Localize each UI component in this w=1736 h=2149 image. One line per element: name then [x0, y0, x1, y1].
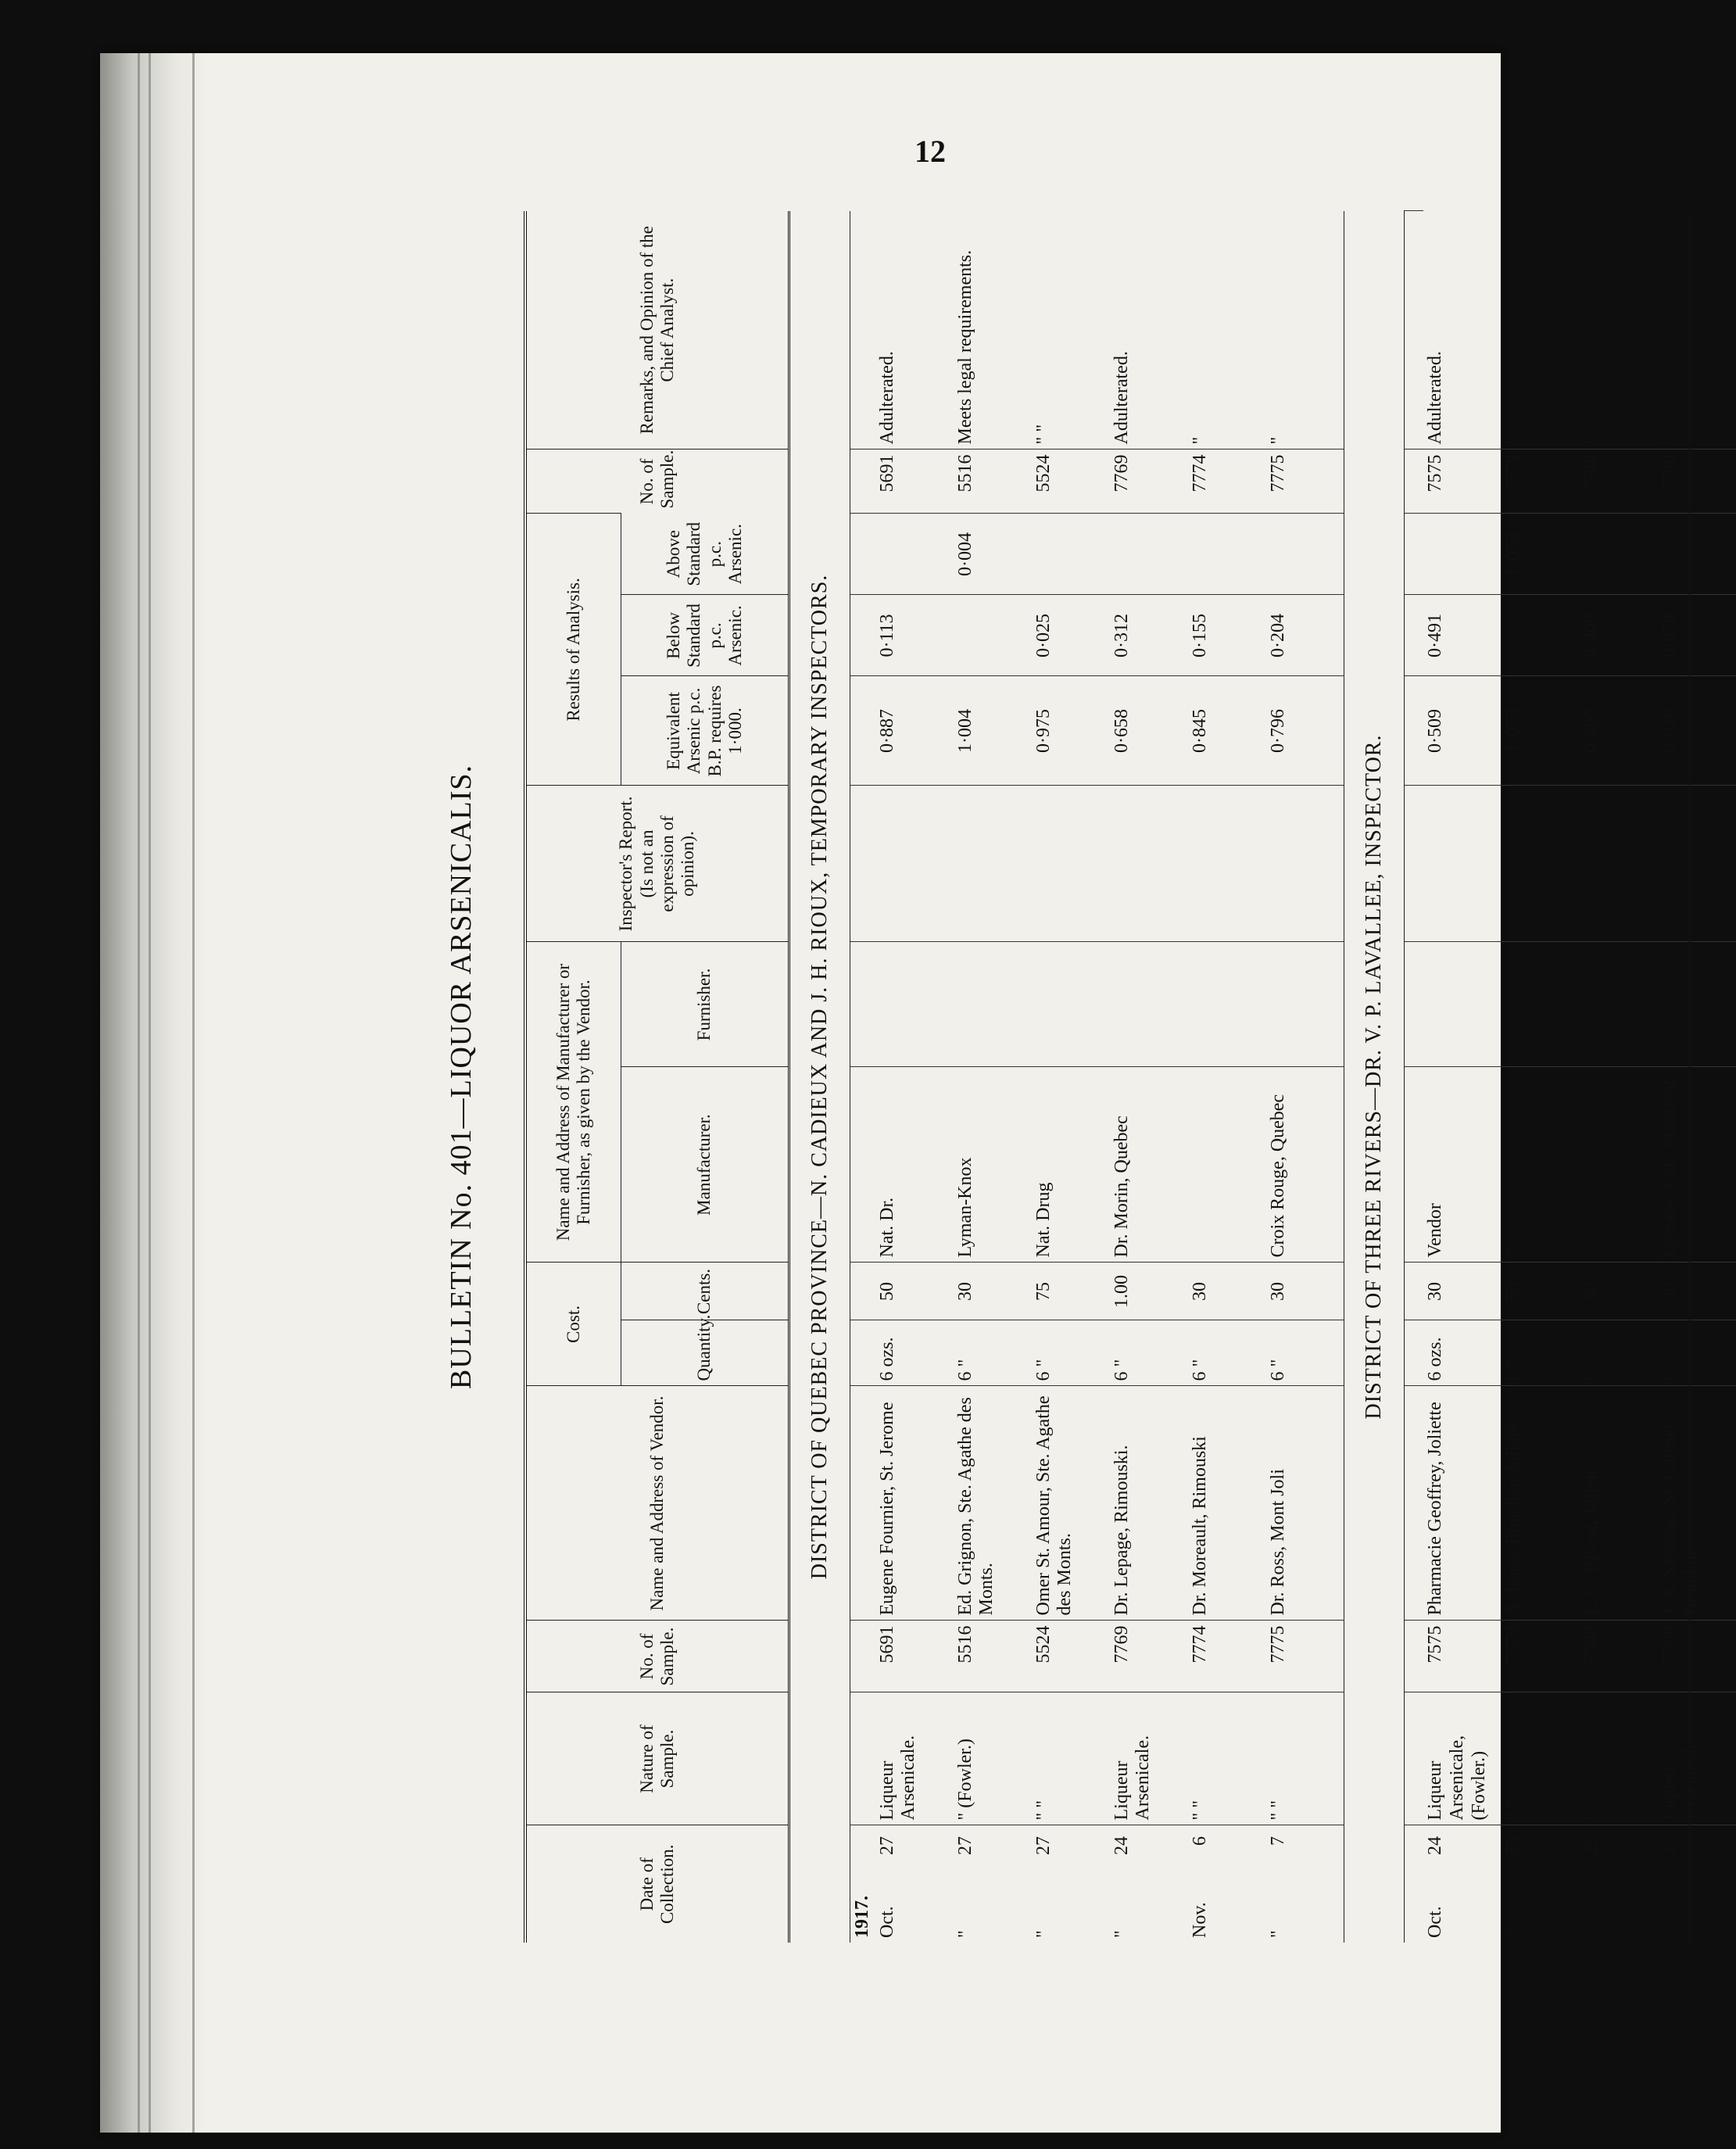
- cell-inspector: [875, 786, 954, 942]
- cell-no: 7590: [1658, 1621, 1736, 1692]
- cell-equiv: 0·509: [1423, 676, 1502, 786]
- cell-day: 27: [1033, 1836, 1054, 1855]
- cell-furnisher: [1032, 942, 1110, 1067]
- cell-above: [875, 514, 954, 595]
- cell-nature: Liqueur Arsenicale.: [1658, 1692, 1736, 1825]
- cell-month: ": [1503, 1930, 1524, 1938]
- cell-day: 25: [1503, 1836, 1524, 1855]
- cell-cents: 30: [954, 1263, 1032, 1320]
- cell-remarks: ": [1267, 436, 1288, 445]
- cell-no: 5524: [1032, 1621, 1110, 1692]
- spacer-row: [1405, 211, 1424, 1943]
- cell-day: 24: [1425, 1836, 1446, 1855]
- cell-qty: 6 ": [1580, 1320, 1658, 1386]
- cell-above: [1423, 514, 1502, 595]
- cell-below: 0·491: [1423, 595, 1502, 676]
- analysis-table: [524, 210, 1736, 1943]
- empty-cell: [1405, 514, 1424, 595]
- cell-nature: " (Fowler.): [954, 1692, 1032, 1825]
- cell-month: Nov.: [1189, 1902, 1210, 1938]
- empty-cell: [1405, 1386, 1424, 1621]
- cell-day: 27: [1659, 1836, 1681, 1855]
- cell-vendor: Omer St. Amour, Ste. Agathe des Monts.: [1032, 1386, 1110, 1621]
- cell-cents: 30: [1188, 1263, 1266, 1320]
- cell-manufacturer: Dr. Morin, Quebec: [1110, 1067, 1188, 1263]
- cell-qty: 6 ozs.: [875, 1320, 954, 1386]
- cell-furnisher: [1423, 942, 1502, 1067]
- bottom-rule: [1688, 211, 1691, 1943]
- cell-remarks: ": [1581, 436, 1602, 445]
- cell-above: 0·004: [954, 514, 1032, 595]
- empty-cell: [850, 676, 875, 786]
- cell-above: [1110, 514, 1188, 595]
- cell-no2: 5524: [1032, 449, 1110, 514]
- cell-month: Oct.: [876, 1906, 897, 1938]
- cell-vendor: Dr. Ross, Mont Joli: [1266, 1386, 1344, 1621]
- cell-below: 0·113: [875, 595, 954, 676]
- cell-manufacturer: Vendor: [1423, 1067, 1502, 1263]
- cell-no2: 5516: [954, 449, 1032, 514]
- table-row: [875, 211, 954, 1943]
- cell-vendor: Eugene Fournier, St. Jerome: [875, 1386, 954, 1621]
- book-spine-shadow: [100, 53, 209, 2133]
- district-heading: DISTRICT OF THREE RIVERS—DR. V. P. LAVALLEE, INSPECTOR.: [1344, 211, 1405, 1943]
- header-below: Below Standard p.c. Arsenic.: [621, 595, 789, 676]
- header-vendor: Name and Address of Vendor.: [525, 1386, 789, 1621]
- cell-no: 7769: [1110, 1621, 1188, 1692]
- cell-inspector: [954, 786, 1032, 942]
- empty-cell: [1405, 1263, 1424, 1320]
- cell-equiv: 0·796: [1266, 676, 1344, 786]
- cell-remarks: Adulterated.: [1425, 351, 1446, 445]
- cell-qty: 6 ": [954, 1320, 1032, 1386]
- cell-nature: " ": [1266, 1692, 1344, 1825]
- header-cents: Cents.: [621, 1263, 789, 1320]
- cell-remarks: Adulterated.: [1111, 351, 1132, 445]
- cell-manufacturer: ": [1502, 1067, 1580, 1263]
- cell-remarks: ": [1189, 436, 1210, 445]
- table-row: [1266, 211, 1344, 1943]
- cell-above: 1·053: [1502, 514, 1580, 595]
- cell-no2: 5691: [875, 449, 954, 514]
- table-row: [1502, 211, 1580, 1943]
- empty-cell: [850, 1386, 875, 1621]
- table-row: [1188, 211, 1266, 1943]
- cell-below: 0·155: [1188, 595, 1266, 676]
- empty-cell: [1405, 942, 1424, 1067]
- cell-month: ": [1581, 1930, 1602, 1938]
- empty-cell: [1405, 595, 1424, 676]
- empty-cell: [850, 942, 875, 1067]
- cell-vendor: Pharmacie Geoffrey, Joliette: [1423, 1386, 1502, 1621]
- cell-manufacturer: Nat. Dr.: [875, 1067, 954, 1263]
- empty-cell: [850, 211, 875, 449]
- cell-below: 0·025: [1032, 595, 1110, 676]
- empty-cell: [850, 449, 875, 514]
- empty-cell: [1405, 211, 1424, 449]
- cell-remarks: Meets legal requirements.: [954, 249, 975, 445]
- district-heading-row: [1344, 211, 1405, 1943]
- table-row: [1032, 211, 1110, 1943]
- cell-remarks: ": [1659, 436, 1681, 445]
- header-sample-no: No. of Sample.: [525, 1621, 789, 1692]
- cell-vendor: Ed. Grignon, Ste. Agathe des Monts.: [954, 1386, 1032, 1621]
- table-row: [1658, 211, 1736, 1943]
- empty-cell: [850, 1067, 875, 1263]
- cell-no2: 7580: [1580, 449, 1658, 514]
- cell-vendor: Dr. Lepage, Rimouski.: [1110, 1386, 1188, 1621]
- empty-cell: [850, 1320, 875, 1386]
- cell-day: 6: [1189, 1836, 1210, 1846]
- cell-no2: 7769: [1110, 449, 1188, 514]
- district-heading-row: [789, 211, 850, 1943]
- cell-qty: 6 ": [1502, 1320, 1580, 1386]
- cell-no2: 7590: [1658, 449, 1736, 514]
- cell-cents: 75: [1032, 1263, 1110, 1320]
- cell-manufacturer: [1188, 1067, 1266, 1263]
- cell-manufacturer: Nat. Drug: [1032, 1067, 1110, 1263]
- cell-furnisher: [1110, 942, 1188, 1067]
- cell-date: [1188, 1825, 1266, 1943]
- cell-equiv: 0·887: [875, 676, 954, 786]
- cell-month: ": [954, 1930, 975, 1938]
- cell-furnisher: [1266, 942, 1344, 1067]
- cell-no: 7575: [1423, 1621, 1502, 1692]
- header-date-label: Date of Collection.: [636, 1844, 677, 1925]
- cell-cents: 30: [1658, 1263, 1736, 1320]
- cell-vendor: A. Louis Boucher, Joliette: [1502, 1386, 1580, 1621]
- cell-manufacturer: ": [1580, 1067, 1658, 1263]
- cell-month: ": [1267, 1930, 1288, 1938]
- cell-nature: Liqueur Arsenicale, (Fowler.): [1423, 1692, 1502, 1825]
- cell-day: 24: [1111, 1836, 1132, 1855]
- year-row: [850, 211, 875, 1943]
- cell-above: [1266, 514, 1344, 595]
- cell-vendor: L. C. Rivest, Joliette: [1580, 1386, 1658, 1621]
- cell-no2: 7774: [1188, 449, 1266, 514]
- district-heading: DISTRICT OF QUEBEC PROVINCE—N. CADIEUX AND J. H. RIOUX, TEMPORARY INSPECTORS.: [789, 211, 850, 1943]
- cell-no: 7579: [1502, 1621, 1580, 1692]
- cell-month: Oct.: [1425, 1906, 1446, 1938]
- cell-no2: 7575: [1423, 449, 1502, 514]
- empty-cell: [1405, 786, 1424, 942]
- cell-furnisher: [1658, 942, 1736, 1067]
- cell-furnisher: [954, 942, 1032, 1067]
- cell-inspector: [1502, 786, 1580, 942]
- cell-furnisher: [1580, 942, 1658, 1067]
- cell-month: ": [1111, 1930, 1132, 1938]
- cell-date: [1110, 1825, 1188, 1943]
- header-nature: Nature of Sample.: [525, 1692, 789, 1825]
- cell-inspector: [1032, 786, 1110, 942]
- header-quantity: Quantity.: [621, 1320, 789, 1386]
- cell-qty: 6 ": [1188, 1320, 1266, 1386]
- empty-cell: [1405, 1320, 1424, 1386]
- cell-manufacturer: Lyman-Knox: [954, 1067, 1032, 1263]
- cell-cents: 1.00: [1110, 1263, 1188, 1320]
- cell-qty: 6 ": [1658, 1320, 1736, 1386]
- empty-cell: [1405, 1067, 1424, 1263]
- cell-manufacturer: Lymans, Ltd., Montreal.: [1658, 1067, 1736, 1263]
- cell-below: [954, 595, 1032, 676]
- table-body: [789, 211, 1736, 1943]
- year-label: 1917.: [850, 1825, 875, 1943]
- cell-furnisher: [875, 942, 954, 1067]
- cell-inspector: [1580, 786, 1658, 942]
- cell-equiv: 0·600: [1580, 676, 1658, 786]
- cell-month: ": [1659, 1930, 1681, 1938]
- cell-nature: " " ": [1580, 1692, 1658, 1825]
- empty-cell: [1405, 1825, 1424, 1943]
- cell-below: 0·074: [1658, 595, 1736, 676]
- cell-inspector: [1266, 786, 1344, 942]
- cell-date: [1423, 1825, 1502, 1943]
- empty-cell: [1405, 676, 1424, 786]
- table-row: [1110, 211, 1188, 1943]
- cell-below: [1502, 595, 1580, 676]
- cell-furnisher: [1188, 942, 1266, 1067]
- empty-cell: [850, 1621, 875, 1692]
- cell-below: 0·400: [1580, 595, 1658, 676]
- table-row: [1423, 211, 1502, 1943]
- header-manufacturer: Manufacturer.: [621, 1067, 789, 1263]
- cell-cents: 50: [875, 1263, 954, 1320]
- cell-no: 5691: [875, 1621, 954, 1692]
- cell-day: 27: [954, 1836, 975, 1855]
- cell-equiv: 0·975: [1032, 676, 1110, 786]
- table-header: [525, 211, 789, 1943]
- cell-furnisher: [1502, 942, 1580, 1067]
- cell-qty: 6 ": [1266, 1320, 1344, 1386]
- header-date: [525, 1825, 789, 1943]
- cell-date: [875, 1825, 954, 1943]
- cell-nature: " " ": [1502, 1692, 1580, 1825]
- empty-cell: [1405, 1621, 1424, 1692]
- cell-date: [954, 1825, 1032, 1943]
- cell-no: 7775: [1266, 1621, 1344, 1692]
- header-sample-no-2: No. of Sample.: [525, 449, 789, 514]
- cell-cents: 30: [1266, 1263, 1344, 1320]
- cell-equiv: 0·658: [1110, 676, 1188, 786]
- cell-nature: " ": [1032, 1692, 1110, 1825]
- cell-remarks: Adulterated.: [876, 351, 897, 445]
- cell-month: ": [1033, 1930, 1054, 1938]
- cell-qty: 6 ozs.: [1423, 1320, 1502, 1386]
- cell-nature: " ": [1188, 1692, 1266, 1825]
- empty-cell: [850, 1263, 875, 1320]
- empty-cell: [1405, 449, 1424, 514]
- cell-date: [1266, 1825, 1344, 1943]
- cell-no: 5516: [954, 1621, 1032, 1692]
- cell-date: [1502, 1825, 1580, 1943]
- cell-below: 0·312: [1110, 595, 1188, 676]
- empty-cell: [850, 786, 875, 942]
- cell-date: [1032, 1825, 1110, 1943]
- cell-no2: 7775: [1266, 449, 1344, 514]
- cell-cents: 30: [1423, 1263, 1502, 1320]
- rotated-table-sheet: [430, 211, 1702, 1943]
- cell-cents: 50: [1502, 1263, 1580, 1320]
- table-row: [1580, 211, 1658, 1943]
- cell-above: [1188, 514, 1266, 595]
- cell-above: [1032, 514, 1110, 595]
- empty-cell: [1405, 1692, 1424, 1825]
- cell-date: [1580, 1825, 1658, 1943]
- cell-day: 7: [1267, 1836, 1288, 1846]
- cell-vendor: J. A. Sarrazin, St. Gabriel Brandon.: [1658, 1386, 1736, 1621]
- cell-no2: 7579: [1502, 449, 1580, 514]
- cell-above: [1658, 514, 1736, 595]
- empty-cell: [850, 514, 875, 595]
- cell-inspector: [1188, 786, 1266, 942]
- header-maker-group: Name and Address of Manufacturer or Furnisher, as given by the Vendor.: [525, 942, 621, 1263]
- header-remarks: Remarks, and Opinion of the Chief Analyst.: [636, 226, 677, 435]
- empty-cell: [850, 595, 875, 676]
- cell-above: [1580, 514, 1658, 595]
- cell-equiv: 0·845: [1188, 676, 1266, 786]
- cell-qty: 6 ": [1032, 1320, 1110, 1386]
- cell-nature: Liqueur Arsenicale.: [1110, 1692, 1188, 1825]
- header-equivalent: Equivalent Arsenic p.c. B.P. requires 1·000.: [621, 676, 789, 786]
- cell-vendor: Dr. Moreault, Rimouski: [1188, 1386, 1266, 1621]
- cell-inspector: [1423, 786, 1502, 942]
- cell-no: 7580: [1580, 1621, 1658, 1692]
- cell-day: 27: [876, 1836, 897, 1855]
- cell-qty: 6 ": [1110, 1320, 1188, 1386]
- empty-cell: [850, 1692, 875, 1825]
- cell-below: 0·204: [1266, 595, 1344, 676]
- cell-manufacturer: Croix Rouge, Quebec: [1266, 1067, 1344, 1263]
- header-cost: Cost.: [525, 1263, 621, 1386]
- cell-inspector: [1110, 786, 1188, 942]
- cell-equiv: 1·004: [954, 676, 1032, 786]
- header-furnisher: Furnisher.: [621, 942, 789, 1067]
- header-above: Above Standard p.c. Arsenic.: [621, 514, 789, 595]
- cell-no: 7774: [1188, 1621, 1266, 1692]
- cell-inspector: [1658, 786, 1736, 942]
- cell-cents: 60: [1580, 1263, 1658, 1320]
- table-row: [954, 211, 1032, 1943]
- cell-equiv: 0·926: [1658, 676, 1736, 786]
- cell-equiv: 1·053: [1502, 676, 1580, 786]
- page-number: 12: [915, 134, 946, 169]
- header-inspector: Inspector's Report. (Is not an expression of opinion).: [525, 786, 789, 942]
- bulletin-title: BULLETIN No. 401—LIQUOR ARSENICALIS.: [445, 764, 478, 1390]
- cell-nature: Liqueur Arsenicale.: [875, 1692, 954, 1825]
- header-results: Results of Analysis.: [525, 514, 621, 786]
- cell-remarks: " ": [1033, 424, 1054, 445]
- cell-date: [1658, 1825, 1736, 1943]
- cell-day: 25: [1581, 1836, 1602, 1855]
- cell-remarks: ": [1503, 436, 1524, 445]
